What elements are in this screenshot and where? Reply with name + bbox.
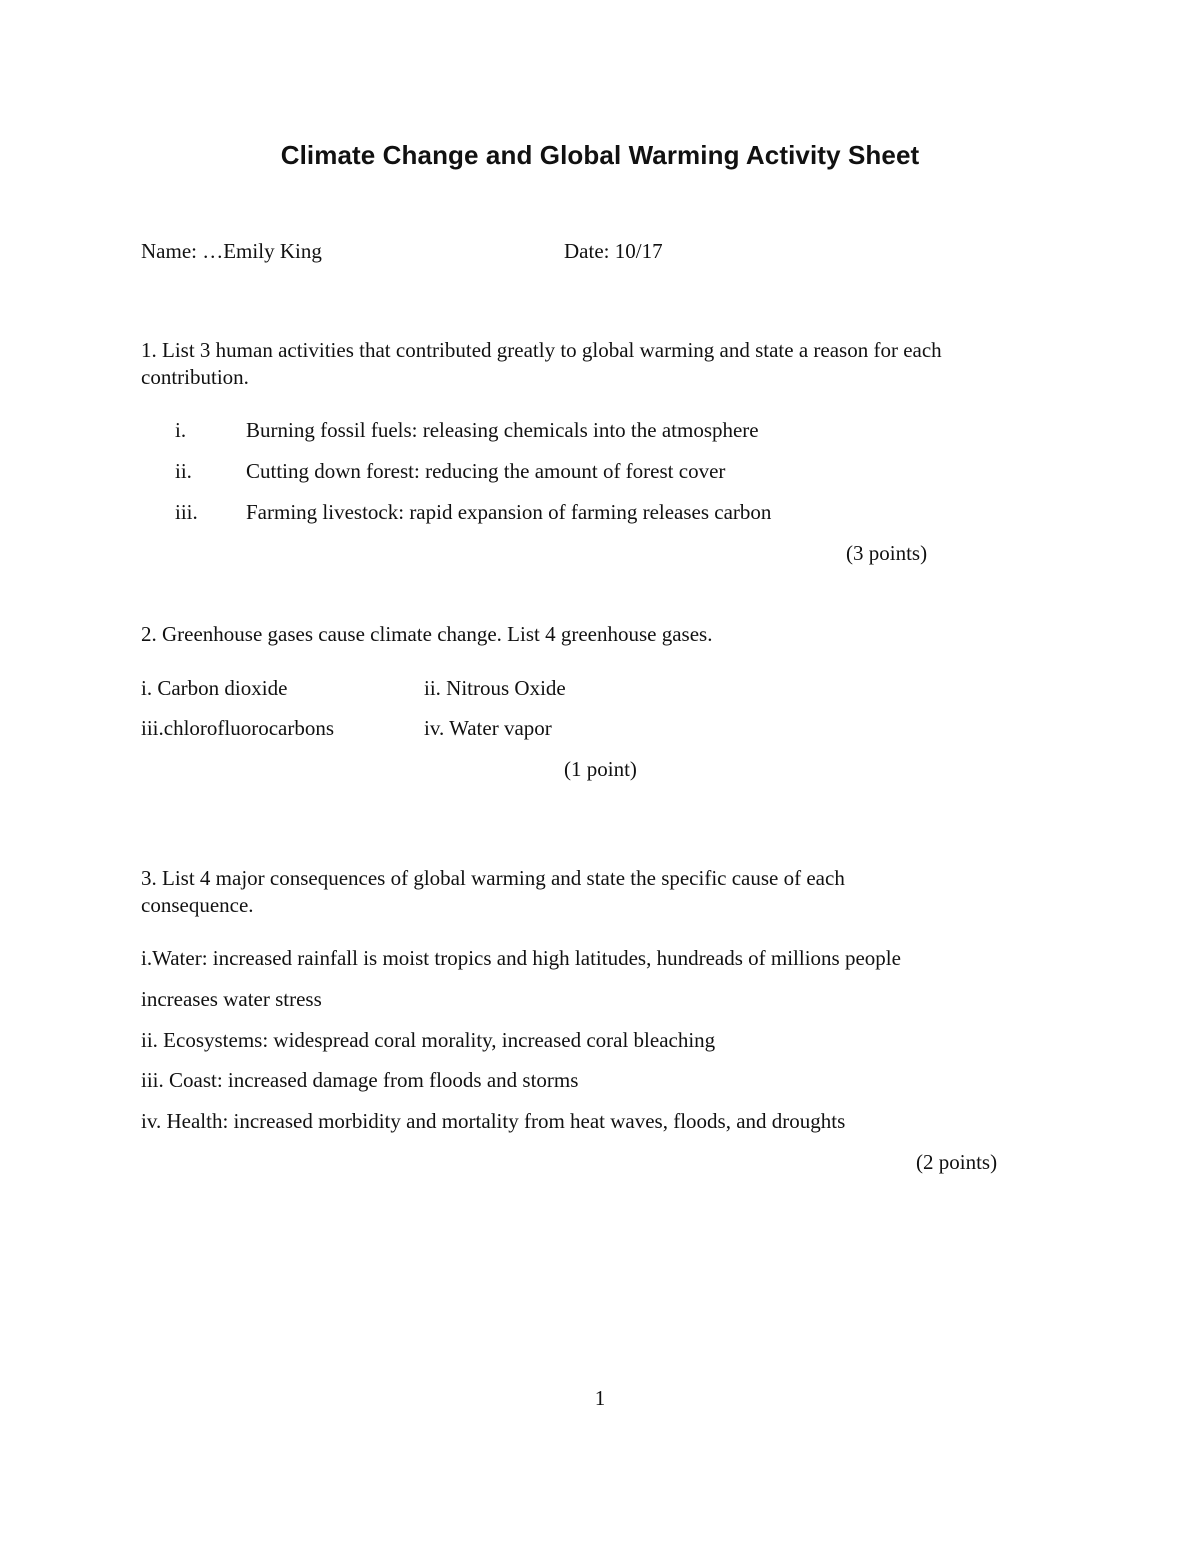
- date-value: 10/17: [614, 239, 663, 263]
- q3-points: (2 points): [916, 1150, 998, 1174]
- q2-points: (1 point): [564, 757, 637, 781]
- date-label: Date:: [564, 239, 610, 263]
- q1-points: (3 points): [846, 541, 928, 565]
- q1-prompt-line2: contribution.: [141, 365, 249, 389]
- name-line: [141, 238, 322, 265]
- q3-item-3: iii. Coast: increased damage from floods and storms: [141, 1068, 579, 1092]
- q1-item-2-number: ii.: [175, 459, 192, 483]
- date-line: [564, 238, 663, 265]
- q1-item-2-text: Cutting down forest: reducing the amount of forest cover: [246, 459, 726, 483]
- q3-item-1-continued: increases water stress: [141, 987, 322, 1011]
- page-title: Climate Change and Global Warming Activity Sheet: [280, 140, 920, 170]
- name-label: Name:: [141, 239, 197, 263]
- q2-prompt: 2. Greenhouse gases cause climate change. List 4 greenhouse gases.: [141, 622, 713, 646]
- q1-item-1-text: Burning fossil fuels: releasing chemicals into the atmosphere: [246, 418, 759, 442]
- q3-item-4: iv. Health: increased morbidity and mortality from heat waves, floods, and droughts: [141, 1109, 846, 1133]
- q1-item-3-text: Farming livestock: rapid expansion of farming releases carbon: [246, 500, 772, 524]
- q1-prompt-line1: 1. List 3 human activities that contributed greatly to global warming and state a reason for each: [141, 338, 942, 362]
- q1-item-1-number: i.: [175, 418, 187, 442]
- q3-prompt-line2: consequence.: [141, 893, 254, 917]
- name-value: …Emily King: [202, 239, 322, 263]
- q2-item-4: iv. Water vapor: [424, 716, 552, 740]
- page-number: 1: [594, 1386, 606, 1410]
- q2-item-2: ii. Nitrous Oxide: [424, 676, 566, 700]
- q2-item-3: iii.chlorofluorocarbons: [141, 716, 335, 740]
- q3-prompt-line1: 3. List 4 major consequences of global warming and state the specific cause of each: [141, 866, 845, 890]
- q3-item-1: i.Water: increased rainfall is moist tropics and high latitudes, hundreads of millions people: [141, 946, 901, 970]
- q3-item-2: ii. Ecosystems: widespread coral morality, increased coral bleaching: [141, 1028, 716, 1052]
- q1-item-3-number: iii.: [175, 500, 198, 524]
- q2-item-1: i. Carbon dioxide: [141, 676, 288, 700]
